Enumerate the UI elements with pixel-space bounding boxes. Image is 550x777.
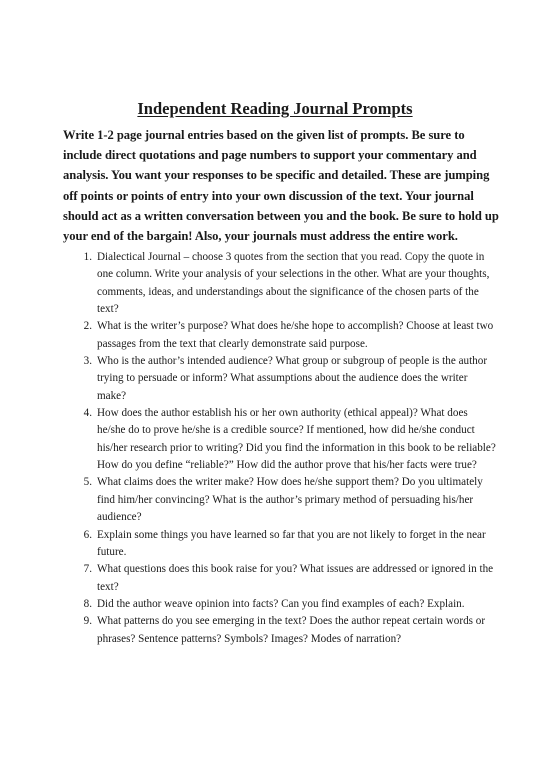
- prompt-item: [83, 318, 497, 353]
- prompt-number: 5.: [83, 476, 92, 489]
- prompt-number: 1.: [83, 251, 92, 263]
- prompt-number: 6.: [83, 528, 92, 541]
- prompt-item: [83, 474, 497, 526]
- prompt-number: 7.: [83, 563, 92, 576]
- prompt-item: [83, 596, 497, 613]
- prompt-text: What patterns do you see emerging in the text? Does the author repeat certain words or phrases? Sentence patterns? Symbols? Images? Modes of narration?: [97, 615, 486, 645]
- prompt-item: [83, 527, 497, 562]
- prompt-text: What claims does the writer make? How does he/she support them? Do you ultimately find him/her convincing? What is the author’s primary method of persuading his/her audience?: [97, 476, 483, 524]
- prompt-item: [83, 353, 497, 405]
- prompt-number: 3.: [83, 355, 92, 368]
- document-title: Independent Reading Journal Prompts: [137, 99, 413, 118]
- prompt-number: 8.: [83, 597, 92, 610]
- prompt-item: [83, 613, 497, 648]
- prompt-text: Who is the author’s intended audience? What group or subgroup of people is the author trying to persuade or inform? What assumptions about the audience does the writer make?: [97, 355, 488, 402]
- intro-paragraph: Write 1-2 page journal entries based on the given list of prompts. Be sure to include direct quotations and page numbers to support your commentary and analysis. You want your responses to be specific and detailed. These are jumping off points or points of entry into your own discussion of the text. Your journal should act as a written conversation between you and the book. Be sure to hold up your end of the bargain! Also, your journals must address the entire work.: [63, 128, 499, 244]
- prompt-text: Did the author weave opinion into facts? Can you find examples of each? Explain.: [97, 597, 465, 610]
- prompt-list: [83, 249, 497, 648]
- prompt-number: 2.: [83, 320, 92, 333]
- prompt-text: What is the writer’s purpose? What does he/she hope to accomplish? Choose at least two passages from the text that clearly demonstrate said purpose.: [97, 320, 494, 350]
- prompt-text: How does the author establish his or her own authority (ethical appeal)? What does he/she do to prove he/she is a credible source? If mentioned, how did he/she conduct his/her research prior to writing? Did you find the information in this book to be reliable? How do you define “reliable?” How did the author prove that his/her facts were true?: [97, 407, 496, 472]
- prompt-text: What questions does this book raise for you? What issues are addressed or ignored in the text?: [97, 563, 494, 593]
- prompt-text: Dialectical Journal – choose 3 quotes from the section that you read. Copy the quote in one column. Write your analysis of your selections in the other. What are your thoughts, comments, ideas, and understandings about the significance of the chosen parts of the text?: [97, 251, 490, 316]
- prompt-text: Explain some things you have learned so far that you are not likely to forget in the near future.: [97, 528, 486, 558]
- prompt-number: 4.: [83, 407, 92, 420]
- prompt-item: [83, 249, 497, 318]
- prompt-number: 9.: [83, 615, 92, 628]
- prompt-item: [83, 561, 497, 596]
- prompt-item: [83, 405, 497, 474]
